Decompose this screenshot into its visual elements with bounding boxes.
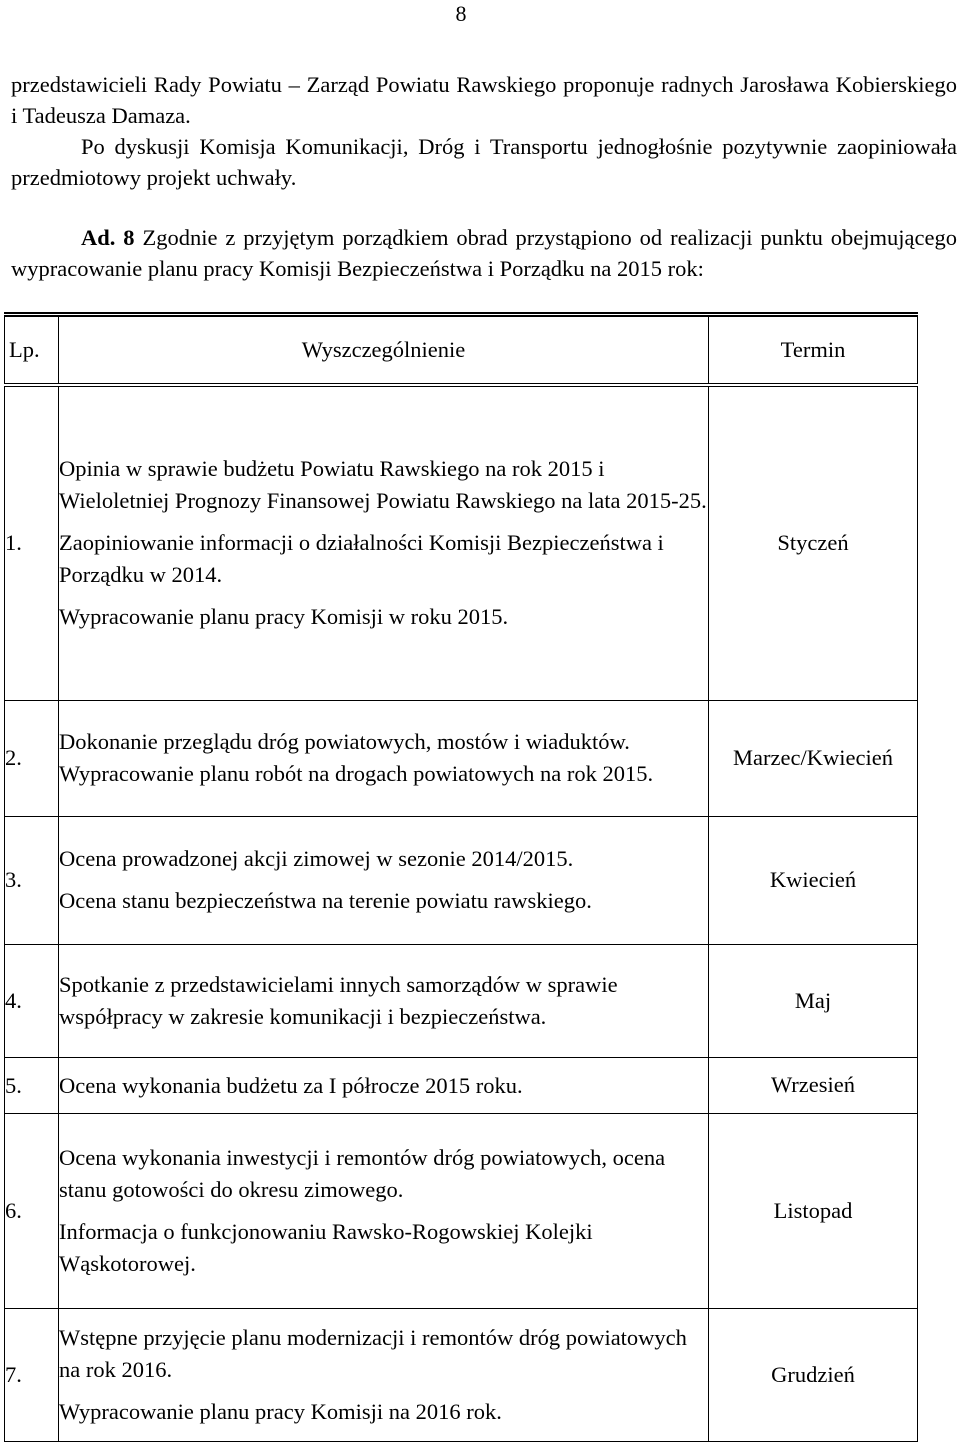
table-row	[5, 1113, 918, 1308]
row-item: Dokonanie przeglądu dróg powiatowych, mostów i wiaduktów. Wypracowanie planu robót na drogach powiatowych na rok 2015.	[59, 729, 654, 786]
table-row	[5, 385, 918, 700]
row-number: 2.	[5, 700, 59, 816]
row-description	[59, 1113, 709, 1308]
paragraph-line-discussion: Po dyskusji Komisja Komunikacji, Dróg i Transportu jednogłośnie pozytywnie zaopiniowała przedmiotowy projekt uchwały.	[11, 134, 957, 190]
paragraph-agenda-item	[11, 222, 957, 284]
row-description	[59, 944, 709, 1057]
row-description	[59, 1057, 709, 1113]
agenda-item-label: Ad. 8	[81, 225, 135, 250]
row-description	[59, 385, 709, 700]
row-term: Listopad	[709, 1113, 918, 1308]
row-number: 7.	[5, 1308, 59, 1441]
row-term: Marzec/Kwiecień	[709, 700, 918, 816]
row-description	[59, 1308, 709, 1441]
row-item: Ocena wykonania inwestycji i remontów dróg powiatowych, ocena stanu gotowości do okresu zimowego.	[59, 1144, 666, 1202]
row-item: Wypracowanie planu pracy Komisji w roku 2015.	[59, 604, 509, 630]
row-term: Grudzień	[709, 1308, 918, 1441]
row-number: 5.	[5, 1057, 59, 1113]
header-lp: Lp.	[5, 315, 59, 386]
work-plan-table	[4, 312, 918, 1442]
table-row	[5, 1308, 918, 1441]
row-item: Informacja o funkcjonowaniu Rawsko-Rogowskiej Kolejki Wąskotorowej.	[59, 1218, 593, 1276]
row-number: 4.	[5, 944, 59, 1057]
table-row	[5, 816, 918, 944]
row-item: Spotkanie z przedstawicielami innych samorządów w sprawie współpracy w zakresie komunikacji i bezpieczeństwa.	[59, 971, 618, 1029]
row-description	[59, 816, 709, 944]
agenda-item-text: Zgodnie z przyjętym porządkiem obrad przystąpiono od realizacji punktu obejmującego wypracowanie planu pracy Komisji Bezpieczeństwa i Porządku na 2015 rok:	[11, 225, 958, 281]
paragraph-commission-opinion	[11, 69, 957, 193]
row-item: Ocena prowadzonej akcji zimowej w sezonie 2014/2015.	[59, 846, 574, 871]
row-item: Wypracowanie planu pracy Komisji na 2016 rok.	[59, 1398, 502, 1424]
header-term: Termin	[709, 315, 918, 386]
paragraph-line-proposal: przedstawicieli Rady Powiatu – Zarząd Powiatu Rawskiego proponuje radnych Jarosława Kobierskiego i Tadeusza Damaza.	[11, 72, 957, 128]
row-term: Wrzesień	[709, 1057, 918, 1113]
row-number: 1.	[5, 385, 59, 700]
table-row	[5, 944, 918, 1057]
row-item: Ocena wykonania budżetu za I półrocze 2015 roku.	[59, 1073, 523, 1098]
row-term: Maj	[709, 944, 918, 1057]
table-row	[5, 1057, 918, 1113]
row-number: 6.	[5, 1113, 59, 1308]
row-number: 3.	[5, 816, 59, 944]
table-header-row	[5, 315, 918, 386]
row-item: Wstępne przyjęcie planu modernizacji i remontów dróg powiatowych na rok 2016.	[59, 1324, 687, 1382]
row-item: Zaopiniowanie informacji o działalności Komisji Bezpieczeństwa i Porządku w 2014.	[59, 530, 664, 588]
row-item: Ocena stanu bezpieczeństwa na terenie powiatu rawskiego.	[59, 888, 592, 913]
row-term: Styczeń	[709, 385, 918, 700]
row-item: Opinia w sprawie budżetu Powiatu Rawskiego na rok 2015 i Wieloletniej Prognozy Finansowej Powiatu Rawskiego na lata 2015-25.	[59, 456, 707, 514]
page-number: 8	[455, 1, 467, 26]
agenda-item-paragraph	[11, 222, 957, 284]
row-term: Kwiecień	[709, 816, 918, 944]
header-description: Wyszczególnienie	[59, 315, 709, 386]
row-description	[59, 700, 709, 816]
table-row	[5, 700, 918, 816]
